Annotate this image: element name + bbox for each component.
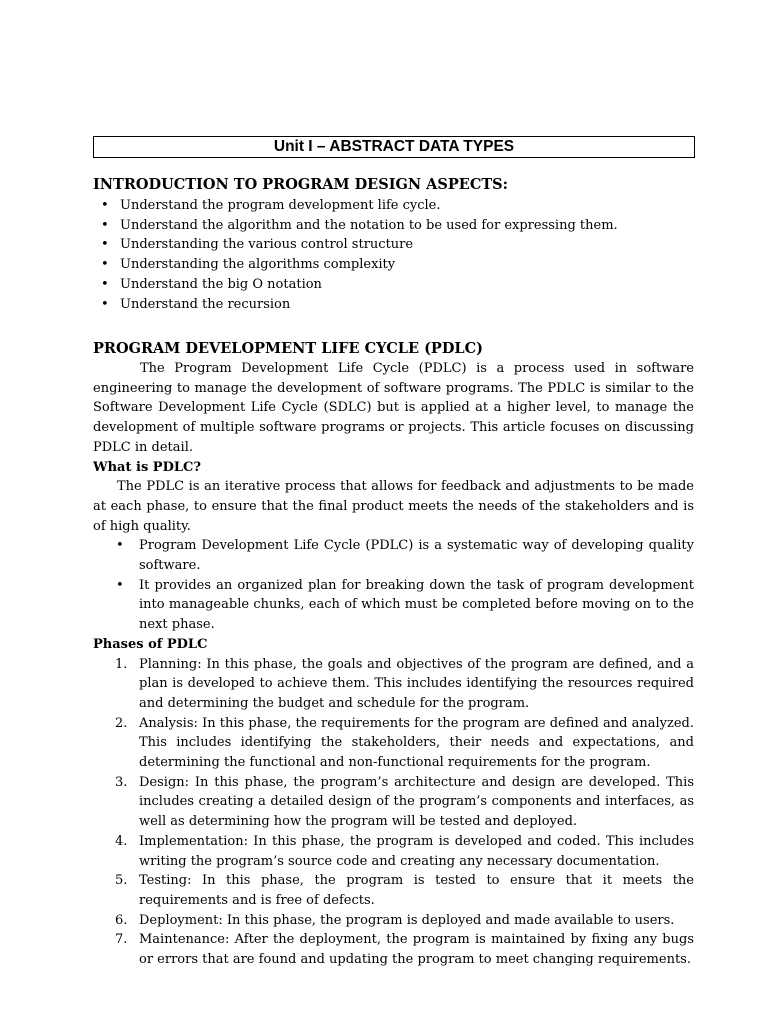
phase-text: Design: In this phase, the program’s architecture and design are developed. This includes creating a detailed design of the program’s components and interfaces, as well as determining how the program will be tested and deployed.: [139, 774, 694, 830]
list-item: • It provides an organized plan for breaking down the task of program development into manageable chunks, each of which must be completed before moving on to the next phase.: [93, 576, 694, 635]
pdlc-heading: PROGRAM DEVELOPMENT LIFE CYCLE (PDLC): [93, 340, 483, 357]
phase-item: [93, 832, 694, 871]
phases-heading: Phases of PDLC: [93, 636, 208, 652]
pdlc-paragraph-2: The PDLC is an iterative process that allows for feedback and adjustments to be made at each phase, to ensure that the final product meets the needs of the stakeholders and is of high quality.: [93, 479, 694, 534]
pdlc-bullet-list: [93, 536, 694, 635]
phase-item: [93, 773, 694, 832]
phase-number: 6.: [115, 912, 128, 928]
what-is-pdlc-heading: What is PDLC?: [93, 459, 201, 475]
pdlc-paragraph-1: The Program Development Life Cycle (PDLC) is a process used in software engineering to manage the development of software programs. The PDLC is similar to the Software Development Life Cycle (SDLC) but is applied at a higher level, to manage the development of multiple software programs or projects. This article focuses on discussing PDLC in detail.: [93, 361, 694, 455]
phases-list: [93, 655, 694, 970]
list-item: • Understanding the various control structure: [93, 235, 693, 255]
phase-text: Maintenance: After the deployment, the program is maintained by fixing any bugs or errors that are found and updating the program to meet changing requirements.: [139, 932, 694, 968]
intro-heading: INTRODUCTION TO PROGRAM DESIGN ASPECTS:: [93, 176, 509, 193]
list-item: • Understand the program development life cycle.: [93, 196, 693, 216]
pdlc-body: [93, 359, 694, 970]
phase-number: 3.: [115, 774, 128, 790]
intro-list: [93, 196, 693, 314]
phase-item: [93, 911, 694, 931]
phase-number: 1.: [115, 656, 128, 672]
phase-item: [93, 871, 694, 910]
unit-title-box: Unit I – ABSTRACT DATA TYPES: [93, 136, 695, 158]
phase-number: 2.: [115, 715, 128, 731]
phase-item: [93, 714, 694, 773]
list-item: • Understanding the algorithms complexity: [93, 255, 693, 275]
list-item: • Understand the big O notation: [93, 275, 693, 295]
phase-text: Planning: In this phase, the goals and objectives of the program are defined, and a plan is developed to achieve them. This includes identifying the resources required and determining the budget and schedule for the program.: [139, 656, 694, 711]
phase-item: [93, 655, 694, 714]
phase-item: [93, 930, 694, 969]
phase-text: Deployment: In this phase, the program is deployed and made available to users.: [139, 912, 675, 928]
list-item: • Program Development Life Cycle (PDLC) is a systematic way of developing quality software.: [93, 536, 694, 575]
list-item: • Understand the recursion: [93, 295, 693, 315]
phase-number: 5.: [115, 873, 128, 889]
phase-text: Testing: In this phase, the program is tested to ensure that it meets the requirements and is free of defects.: [139, 873, 694, 908]
phase-text: Implementation: In this phase, the program is developed and coded. This includes writing the program’s source code and creating any necessary documentation.: [139, 833, 694, 869]
phase-number: 7.: [115, 932, 128, 948]
phase-text: Analysis: In this phase, the requirements for the program are defined and analyzed. This includes identifying the stakeholders, their needs and expectations, and determining the functional and non-functional requirements for the program.: [139, 715, 694, 771]
list-item: • Understand the algorithm and the notation to be used for expressing them.: [93, 216, 693, 236]
phase-number: 4.: [115, 833, 128, 849]
